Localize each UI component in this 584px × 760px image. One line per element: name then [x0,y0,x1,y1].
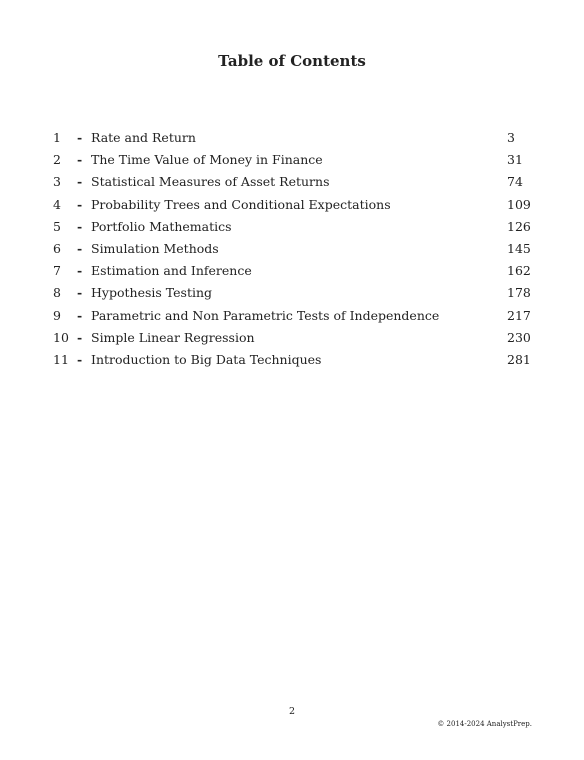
toc-entry-page[interactable]: 217 [507,307,531,323]
toc-entry-number: 10 [53,329,69,345]
toc-entry[interactable] [0,171,584,193]
toc-entry-separator: - [77,307,83,323]
toc-entry[interactable] [0,327,584,349]
toc-entry[interactable] [0,238,584,260]
toc-entry-page[interactable]: 281 [507,351,531,367]
toc-entry-page[interactable]: 178 [507,285,531,301]
toc-entry-page[interactable]: 230 [507,329,531,345]
toc-entry-separator: - [77,351,83,367]
toc-entry-page[interactable]: 109 [507,196,531,212]
toc-entry-number: 1 [53,130,61,145]
toc-entry-separator: - [77,263,83,279]
page-number: 2 [288,706,296,717]
toc-entry-separator: - [77,285,83,301]
toc-entry-number: 4 [53,196,61,212]
toc-entry-separator: - [77,329,83,345]
toc-entry-title[interactable]: Rate and Return [91,130,196,145]
toc-entry-separator: - [77,218,83,234]
toc-entry-title[interactable]: The Time Value of Money in Finance [91,152,323,168]
toc-entry-page[interactable]: 74 [507,174,523,190]
toc-entry-page[interactable]: 126 [507,218,531,234]
toc-entry-page[interactable]: 162 [507,263,531,279]
toc-entry-separator: - [77,196,83,212]
toc-entry-title[interactable]: Portfolio Mathematics [91,218,232,234]
toc-entry-title[interactable]: Simulation Methods [91,240,219,256]
toc-entry[interactable] [0,282,584,304]
toc-entry-number: 6 [53,240,61,256]
copyright-notice: © 2014-2024 AnalystPrep. [437,720,532,728]
toc-entry-separator: - [77,174,83,190]
toc-entry-number: 11 [53,351,69,367]
toc-entry-number: 7 [53,263,61,279]
toc-entry[interactable] [0,349,584,371]
toc-entry-title[interactable]: Estimation and Inference [91,263,252,279]
toc-entry[interactable] [0,305,584,327]
toc-entry-title[interactable]: Simple Linear Regression [91,329,255,345]
toc-entry-page[interactable]: 3 [507,130,515,145]
toc-entry-title[interactable]: Introduction to Big Data Techniques [91,351,322,367]
toc-entry-title[interactable]: Probability Trees and Conditional Expectations [91,196,391,212]
toc-entry-separator: - [77,152,83,168]
toc-entry[interactable] [0,149,584,171]
toc-entry[interactable] [0,127,584,149]
toc-entry-number: 2 [53,152,61,168]
toc-entry[interactable] [0,216,584,238]
toc-entry-number: 8 [53,285,61,301]
toc-list [0,127,584,371]
toc-entry-title[interactable]: Parametric and Non Parametric Tests of Independence [91,307,440,323]
toc-entry-title[interactable]: Statistical Measures of Asset Returns [91,174,330,190]
toc-entry-separator: - [77,240,83,256]
toc-entry-separator: - [77,130,83,145]
toc-entry[interactable] [0,194,584,216]
toc-entry[interactable] [0,260,584,282]
toc-entry-title[interactable]: Hypothesis Testing [91,285,213,301]
page-title: Table of Contents [218,52,366,70]
toc-entry-number: 9 [53,307,61,323]
toc-entry-page[interactable]: 31 [507,152,523,168]
toc-entry-number: 5 [53,218,61,234]
toc-entry-page[interactable]: 145 [507,240,531,256]
toc-entry-number: 3 [53,174,61,190]
